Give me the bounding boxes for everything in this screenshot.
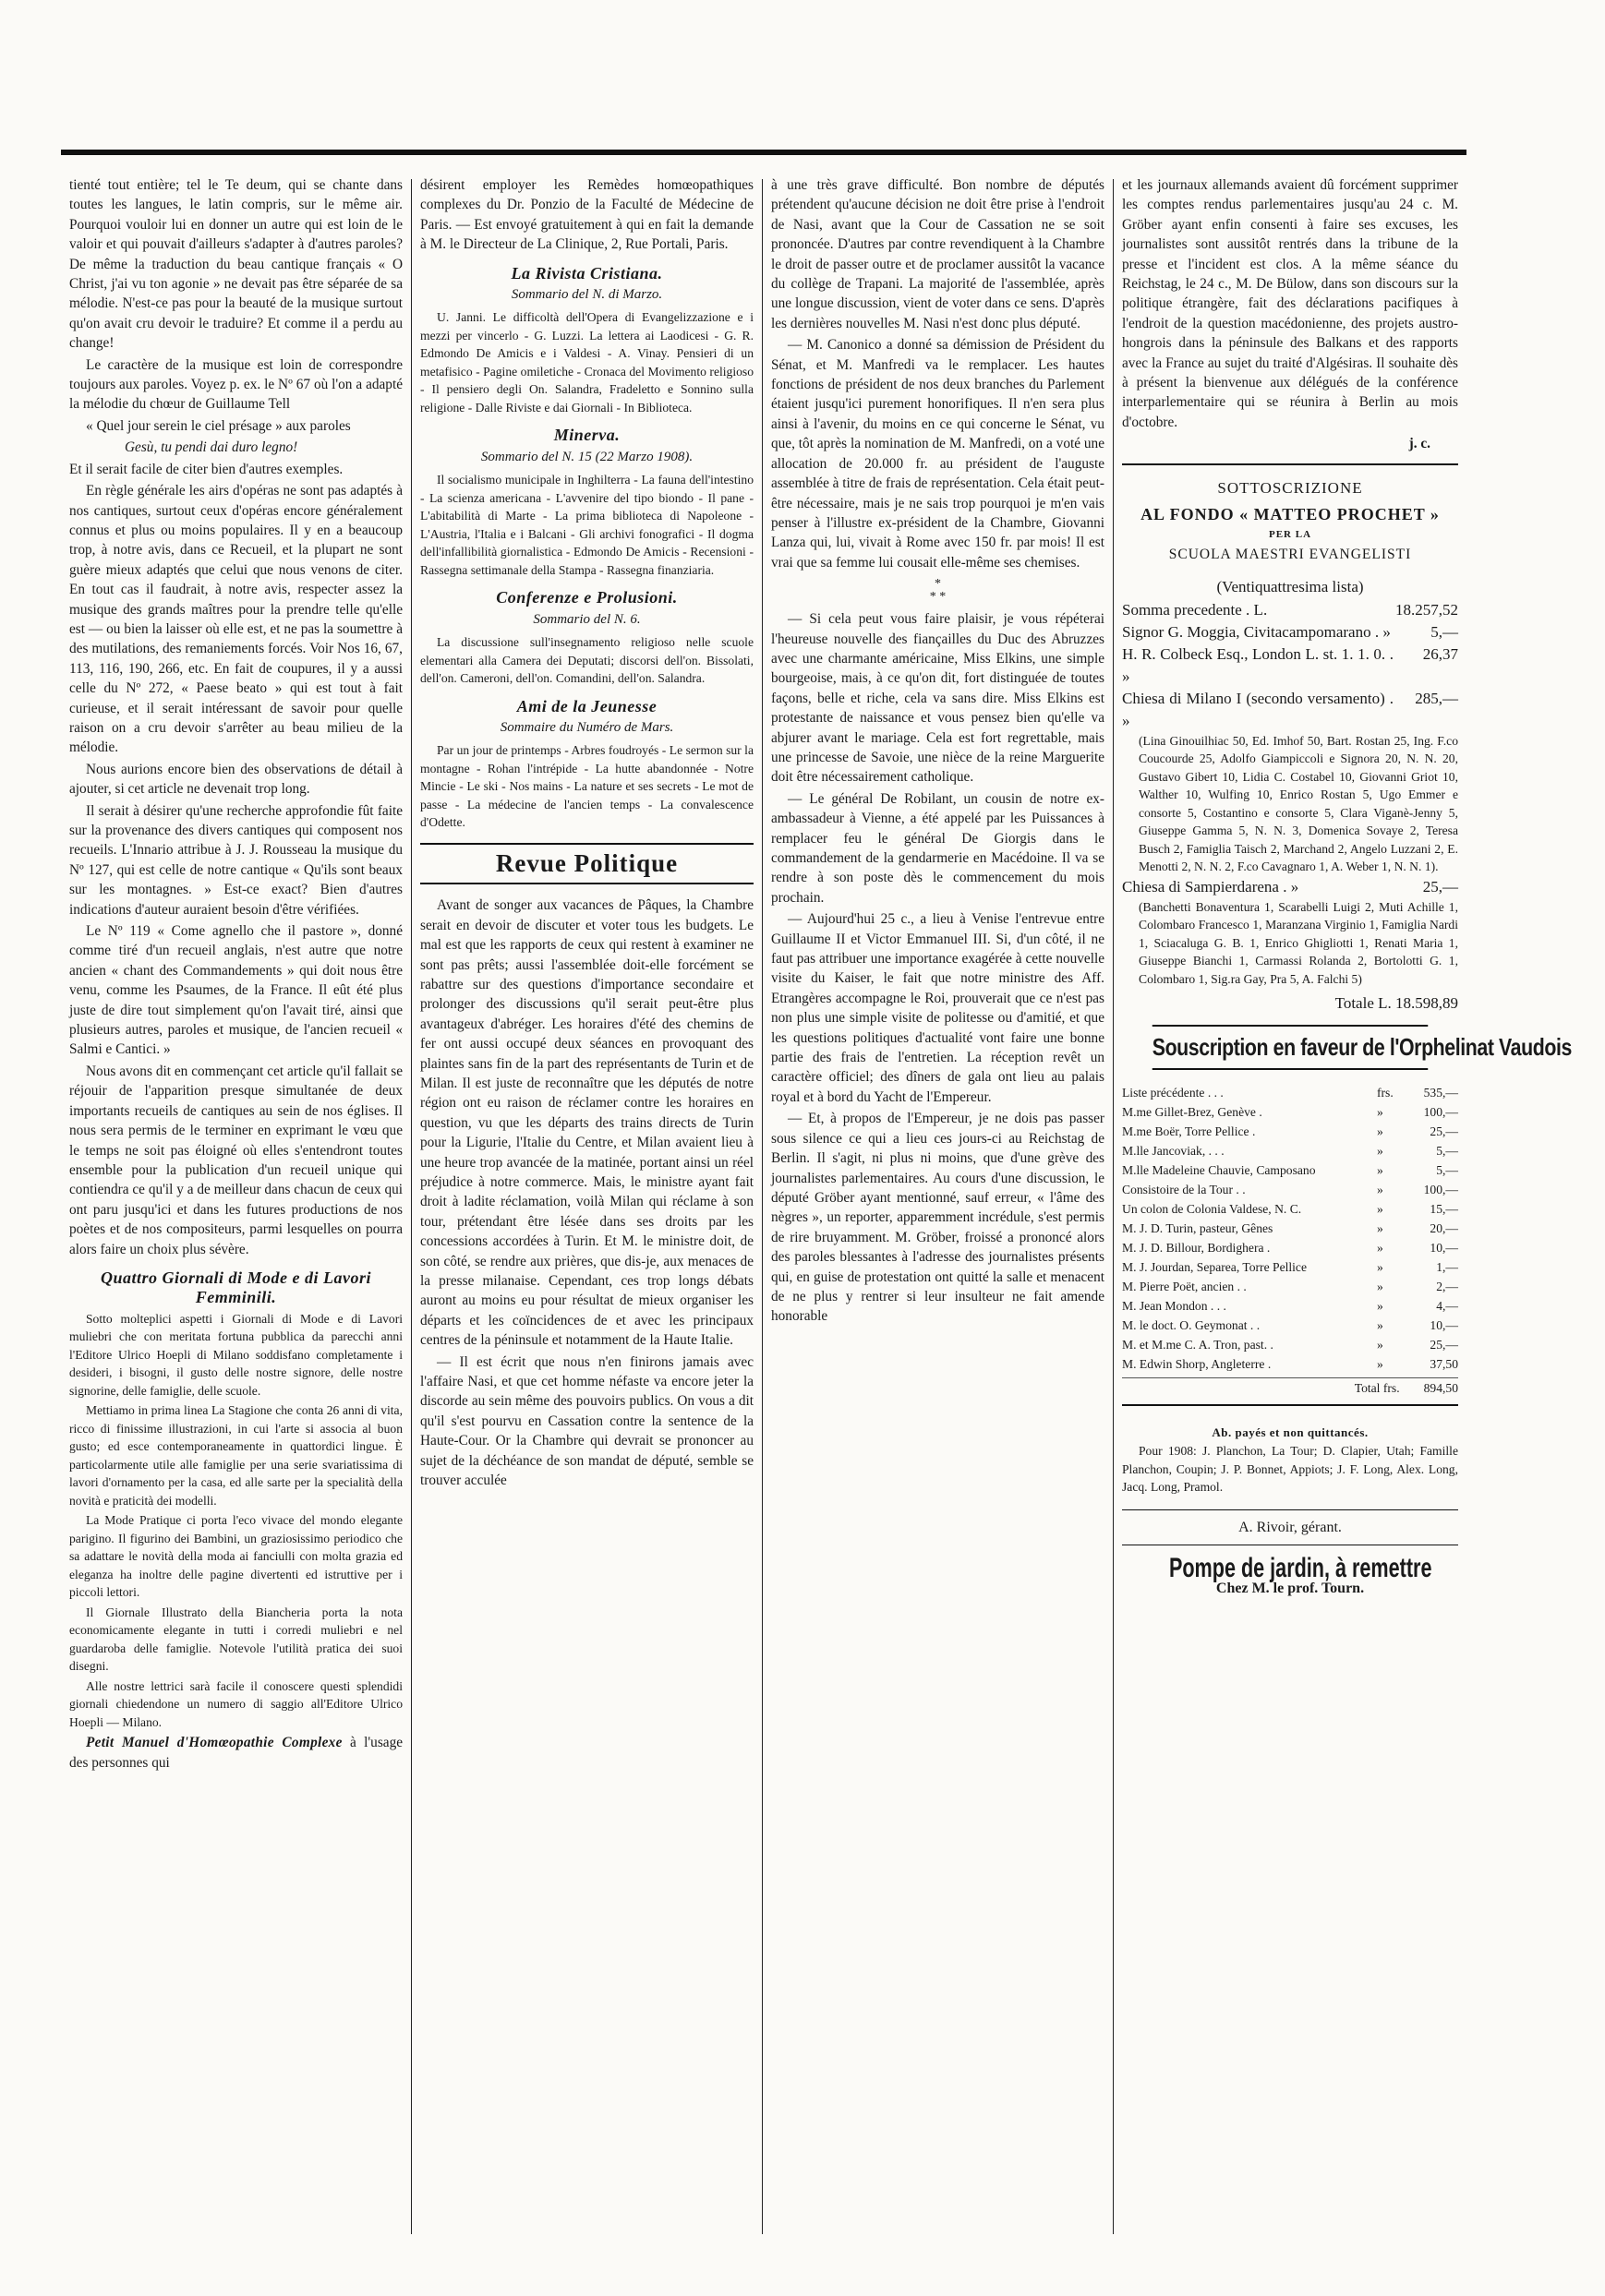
column-3 <box>763 175 1113 2234</box>
subscription-heading: SOTTOSCRIZIONE <box>1217 478 1363 497</box>
orphelinat-unit: » <box>1377 1338 1383 1352</box>
article-paragraph: Il Giornale Illustrato della Biancheria porta la nota economicamente elegante in tutti i corredi muliebri e nel guardaroba delle famiglie. Notevole l'utilità pratica dei suoi disegni. <box>69 1605 403 1674</box>
column-1 <box>61 175 411 2234</box>
article-paragraph: Nous aurions encore bien des observations de détail à ajouter, si cet article ne devenait trop long. <box>69 761 403 798</box>
orphelinat-unit: » <box>1377 1260 1383 1275</box>
orphelinat-unit: » <box>1377 1357 1383 1372</box>
header-rule <box>61 150 1466 155</box>
petit-manuel-text: à l'usage des personnes qui <box>69 1735 404 1771</box>
article-paragraph: — Il est écrit que nous n'en finirons jamais avec l'affaire Nasi, et que cet homme néfaste va encore jeter la discorde au sein même des pouvoirs publics. On vous a dit qu'il s'est pourvu en Cassation contre la sentence de la Haute-Cour. Or la Chambre qui devrait se prononcer au sujet de la déchéance de son mandat de député, semble se trouver acculée <box>420 1353 754 1489</box>
article-paragraph: Le Nº 119 « Come agnello che il pastore », donné comme tiré d'un recueil anglais, n'est autre que notre ancien « chant des Commandements » qui doit nous être venu, comme les Psaumes, de la France. Il eût été plus juste de dire tout simplement qu'on l'avait tiré, ainsi que plusieurs autres, paroles et musique, de l'ancien recueil « Salmi e Cantici. » <box>69 923 403 1058</box>
article-paragraph: — Le général De Robilant, un cousin de notre ex-ambassadeur à Vienne, a été appelé par les Puissances à remplacer feu le général De Giorgis dans le commandement de la gendarmerie en Macédoine. Il va se rendre à son poste dès le commencement du mois prochain. <box>771 790 1104 906</box>
orphelinat-row <box>1122 1219 1458 1238</box>
section-rule <box>1122 1404 1458 1406</box>
subscription-row-value: 18.257,52 <box>1395 600 1458 619</box>
article-paragraph: Nous avons dit en commençant cet article qu'il fallait se réjouir de l'apparition presque simultanée de deux importants recueils de cantiques au sein de nos églises. Il nous sera permis de le terminer en exprimant le vœu que le temps ne soit pas éloigné où elles s'entendront toutes ensemble pour la publication d'un recueil unique qui contiendra ce qu'il y a de meilleur dans chacun de ceux qui ont paru jusqu'ici et dans les futures productions de nos poètes et de nos compositeurs, parmi lesquelles on pourra alors faire un choix plus sévère. <box>69 1063 403 1257</box>
orphelinat-row <box>1122 1199 1458 1219</box>
subscription-row-label: Signor G. Moggia, Civitacampomarano . » <box>1122 622 1391 641</box>
revue-politique-heading: Revue Politique <box>420 843 754 884</box>
orphelinat-donor: M. Jean Mondon . . . <box>1122 1299 1226 1314</box>
orphelinat-amount: 15,— <box>1430 1202 1458 1217</box>
article-paragraph: En règle générale les airs d'opéras ne sont pas adaptés à nos cantiques, surtout ceux d'opéras encore généralement connus et plus ou moins populaires. Il y en a beaucoup trop, à notre avis, dans ce Recueil, et la plupart ne sont guère mieux adaptés que celui que nous venons de citer. En tout cas il faudrait, à notre avis, respecter assez la musique des grands maîtres pour la prendre telle qu'elle est — ou bien la laisser où elle est, et ne pas la soumettre à des mutilations, des remaniements forcés. Voir Nos 16, 67, 113, 116, 190, 266, etc. En fait de coupures, il y a aussi celle du Nº 272, « Paese beato » qui est tout à fait curieuse, et il serait intéressant de savoir pour quelle raison on a cru devoir s'arrêter au beau milieu de la mélodie. <box>69 483 403 756</box>
orphelinat-row <box>1122 1316 1458 1335</box>
orphelinat-list <box>1122 1083 1458 1374</box>
subscription-row <box>1122 876 1458 898</box>
orphelinat-total-label: Total frs. <box>1354 1381 1400 1396</box>
orphelinat-row <box>1122 1335 1458 1354</box>
section-heading: Quattro Giornali di Mode e di Lavori Femminili. <box>100 1268 371 1307</box>
orphelinat-donor: M. J. D. Turin, pasteur, Gênes <box>1122 1221 1273 1236</box>
orphelinat-donor: M.lle Madeleine Chauvie, Camposano <box>1122 1163 1316 1178</box>
article-paragraph: désirent employer les Remèdes homœopathiques complexes du Dr. Ponzio de la Faculté de Médecine de Paris. — Est envoyé gratuitement à qui en fait la demande à M. le Directeur de La Clinique, 2, Rue Portali, Paris. <box>420 177 754 253</box>
article-paragraph: La Mode Pratique ci porta l'eco vivace del mondo elegante parigino. Il figurino dei Bambini, un graziosissimo periodico che sa adattare le novità della moda ai fanciulli con molta grazia ed eleganza ha inoltre delle pagine divertenti ed istruttive per i piccoli lettori. <box>69 1513 403 1600</box>
article-paragraph: à une très grave difficulté. Bon nombre de députés prétendent qu'aucune décision ne doit être prise à l'endroit de Nasi, avant que la Cour de Cassation ne se soit prononcée. D'autres par contre revendiquent à la Chambre le droit de passer outre et de proclamer aussitôt la vacance du collège de Trapani. La majorité de l'assemblée, après une longue discussion, vient de voter dans ce sens. D'après les dernières nouvelles M. Nasi n'est donc plus député. <box>771 177 1104 331</box>
petit-manuel-title: Petit Manuel d'Homœopathie Complexe <box>86 1735 343 1751</box>
abonnements-heading: Ab. payés et non quittancés. <box>1212 1425 1369 1440</box>
orphelinat-amount: 10,— <box>1430 1318 1458 1333</box>
orphelinat-unit: » <box>1377 1144 1383 1159</box>
orphelinat-unit: » <box>1377 1241 1383 1256</box>
orphelinat-amount: 535,— <box>1423 1086 1458 1100</box>
orphelinat-amount: 100,— <box>1423 1183 1458 1197</box>
orphelinat-row <box>1122 1083 1458 1102</box>
orphelinat-row <box>1122 1180 1458 1199</box>
orphelinat-unit: » <box>1377 1221 1383 1236</box>
advert-contact: Chez M. le prof. Tourn. <box>1215 1580 1365 1596</box>
section-heading: Minerva. <box>553 426 621 445</box>
subscription-row <box>1122 643 1458 688</box>
subscription-row-label: Chiesa di Sampierdarena . » <box>1122 877 1299 896</box>
orphelinat-unit: » <box>1377 1183 1383 1197</box>
orphelinat-donor: M.lle Jancoviak, . . . <box>1122 1144 1225 1159</box>
quoted-line: Gesù, tu pendi dai duro legno! <box>125 439 298 456</box>
orphelinat-unit: » <box>1377 1105 1383 1120</box>
orphelinat-unit: » <box>1377 1280 1383 1294</box>
orphelinat-unit: » <box>1377 1163 1383 1178</box>
article-paragraph: Il serait à désirer qu'une recherche approfondie fût faite sur la provenance des divers cantiques qui composent nos recueils. L'Innario attribue à J. J. Rousseau la musique du Nº 127, qui est celle de notre cantique « Qu'ils sont beaux sur les montagnes. » Est-ce exact? Bien d'autres indications d'auteur auraient besoin d'être vérifiées. <box>69 802 403 918</box>
subscription-donor-list: (Lina Ginouilhiac 50, Ed. Imhof 50, Bart. Rostan 25, Ing. F.co Coucourde 25, Adolfo Giampiccoli e Signora 20, N. N. 20, Gustavo Gibert 10, Lidia C. Costabel 10, Giovanni Griot 10, Walther 10, Wulfing 10, Enrico Rostan 5, Ugo Emmer e consorte 5, Costantino e consorte 5, Clara Viganè-Jenny 5, Giuseppe Gamma 5, N. N. 3, Domenica Sovaye 2, Teresa Busch 2, Famiglia Taisch 2, Marchand 2, Angelo Luzzani 2, E. Menotti 2, N. N. 2, F.co Cavagnaro 1, A. Weber 1, N. N. 1). <box>1139 733 1458 874</box>
orphelinat-unit: frs. <box>1377 1086 1394 1100</box>
summary-text: U. Janni. Le difficoltà dell'Opera di Evangelizzazione e i mezzi per vincerlo - G. Luzzi. La lettera ai Laodicesi - G. R. Edmondo De Amicis e i Valdesi - A. Vinay. Pensieri di un metafisico - Pagine omiletiche - Cronaca del Movimento religioso - Il pensiero degli On. Salandra, Fradeletto e Sonnino sulla religione - Dalle Riviste e dai Giornali - In Biblioteca. <box>420 310 754 415</box>
section-subheading: Sommario del N. di Marzo. <box>511 287 663 303</box>
column-4 <box>1114 175 1572 2234</box>
orphelinat-unit: » <box>1377 1124 1383 1139</box>
orphelinat-donor: M. et M.me C. A. Tron, past. . <box>1122 1338 1273 1352</box>
asterism: * * * <box>929 577 947 605</box>
advert-title: Pompe de jardin, à remettre <box>1168 1553 1432 1584</box>
author-signature: j. c. <box>1408 436 1430 452</box>
orphelinat-row <box>1122 1102 1458 1122</box>
summary-text: Il socialismo municipale in Inghilterra - La fauna dell'intestino - La scienza americana - L'avvenire del tipo biondo - Il pane - L'abitabilità di Marte - La prima biblioteca di Napoleone - L'Austria, l'Italia e i Balcani - Gli archivi fonografici - Il dogma dell'infallibilità giornalistica - Edmondo De Amicis - Recensioni - Rassegna settimanale della Stampa - Rassegna finanziaria. <box>420 473 754 577</box>
orphelinat-row <box>1122 1296 1458 1316</box>
orphelinat-donor: M.me Boër, Torre Pellice . <box>1122 1124 1256 1139</box>
orphelinat-amount: 37,50 <box>1430 1357 1458 1372</box>
abonnements-text: Pour 1908: J. Planchon, La Tour; D. Clapier, Utah; Famille Planchon, Coupin; J. P. Bonnet, Appiots; J. F. Long, Alex. Long, Jacq. Long, Pramol. <box>1122 1444 1458 1495</box>
orphelinat-row <box>1122 1238 1458 1257</box>
subscription-row <box>1122 621 1458 643</box>
orphelinat-row <box>1122 1160 1458 1180</box>
subscription-per-label: PER LA <box>1268 528 1312 540</box>
article-paragraph: Avant de songer aux vacances de Pâques, la Chambre serait en devoir de discuter et voter tous les budgets. Le mal est que les rapports de ceux qui restent à examiner ne sont pas prêts; aussi l'assemblée doit-elle forcément se rabattre sur des questions d'importance secondaire et prolonger des discussions qu'il serait peut-être plus avantageux d'abréger. Les horaires d'été des chemins de fer ont aussi occupé deux séances en provoquant des plaintes sans fin de la part des représentants de Turin et de Milan. Il est juste de reconnaître que les députés de notre région ont eu raison de réclamer contre les horaires en question, vu que les départs des trains directs de Turin pour la Ligurie, l'Italie du Centre, et Milan avaient lieu à une heure trop avancée de la matinée, portant ainsi un réel préjudice à notre commerce. Mais, le ministre ayant fait droit à ladite réclamation, voilà Milan qui réclame à son tour, prétendant être lésée dans ses droits par les concessions accordées à Turin. Et M. le ministre doit, de son côté, se rendre aux prières, que dis-je, aux menaces de la presse milanaise. Cependant, ces trop longs débats auront au moins eu pour résultat de mieux organiser les départs et les coïncidences de et avec les principaux centres de la péninsule et notamment de la Haute Italie. <box>420 897 754 1349</box>
orphelinat-amount: 2,— <box>1436 1280 1458 1294</box>
subscription-row-label: Somma precedente . L. <box>1122 600 1268 619</box>
orphelinat-amount: 10,— <box>1430 1241 1458 1256</box>
section-subheading: Sommaire du Numéro de Mars. <box>500 719 674 735</box>
article-paragraph: Sotto molteplici aspetti i Giornali di Mode e di Lavori muliebri che con meritata fortuna pubblica da parecchi anni l'Editore Ulrico Hoepli di Milano soddisfano completamente i desideri, i bisogni, il gusto delle nostre signore, delle nostre signorine, delle famiglie, delle scuole. <box>69 1311 403 1398</box>
article-paragraph: Le caractère de la musique est loin de correspondre toujours aux paroles. Voyez p. ex. le Nº 67 où l'on a adapté la mélodie du chœur de Guillaume Tell <box>69 356 403 413</box>
orphelinat-unit: » <box>1377 1202 1383 1217</box>
orphelinat-row <box>1122 1277 1458 1296</box>
section-subheading: Sommario del N. 6. <box>533 611 641 627</box>
article-paragraph: — Et, à propos de l'Empereur, je ne dois pas passer sous silence ce qui a lieu ces jours-ci au Reichstag de Berlin. Il s'agit, ni plus ni moins, que d'une grève des journalistes parlementaires. Au cours d'une discussion, le député Gröber ayant mentionné, sauf erreur, « l'âme des nègres », un reporter, apparemment incrédule, s'est permis de rire bruyamment. M. Gröber, froissé a prononcé alors des paroles blessantes à l'adresse des journalistes présents qui, en guise de protestation ont quitté la salle et menacent de ne plus y rentrer si leur insulteur ne fait amende honorable <box>771 1111 1104 1325</box>
orphelinat-donor: M. le doct. O. Geymonat . . <box>1122 1318 1261 1333</box>
orphelinat-amount: 25,— <box>1430 1124 1458 1139</box>
orphelinat-unit: » <box>1377 1299 1383 1314</box>
orphelinat-donor: M. Edwin Shorp, Angleterre . <box>1122 1357 1272 1372</box>
article-paragraph: tienté tout entière; tel le Te deum, qui se chante dans toutes les langues, le latin compris, sur le même air. Pourquoi vouloir lui en donner un autre qui est loin de le valoir et qui pouvait d'ailleurs s'adapter à d'autres paroles? De même la traduction du beau cantique français « O Christ, j'ai vu ton agonie » ne devait pas être séparée de sa mélodie. N'est-ce pas pour la beauté de la musique surtout qu'on avait cru devoir le traduire? Et comme il a perdu au change! <box>69 177 403 352</box>
article-paragraph: et les journaux allemands avaient dû forcément supprimer les comptes rendus parlementaires jusqu'au 24 c. M. Gröber ayant enfin consenti à faire ses excuses, les journalistes sont aussitôt rentrés dans la tribune de la presse et l'incident est clos. A la même séance du Reichstag, le 24 c., M. De Bülow, dans son discours sur la politique étrangère, fait des déclarations pacifiques à l'endroit de la question macédonienne, des projets austro-hongrois dans la péninsule des Balkans et des rapports avec la France au sujet du traité d'Algésiras. Il souhaite dès à présent la bienvenue aux délégués de la conférence interparlementaire qui se réunira à Berlin au mois d'octobre. <box>1122 177 1458 430</box>
section-subheading: Sommario del N. 15 (22 Marzo 1908). <box>480 449 694 464</box>
subscription-row-value: 26,37 <box>1422 644 1458 663</box>
orphelinat-donor: M.me Gillet-Brez, Genève . <box>1122 1105 1262 1120</box>
orphelinat-total <box>1122 1377 1458 1399</box>
orphelinat-amount: 4,— <box>1436 1299 1458 1314</box>
section-rule <box>1122 463 1458 465</box>
subscription-row-value: 5,— <box>1430 622 1458 641</box>
subscription-school-title: SCUOLA MAESTRI EVANGELISTI <box>1168 546 1412 562</box>
subscription-row-value: 25,— <box>1422 877 1458 896</box>
article-paragraph: — M. Canonico a donné sa démission de Président du Sénat, et M. Manfredi va le remplacer. Les hautes fonctions de président de nos deux branches du Parlement étaient jusqu'ici purement honorifiques. Il n'en sera plus ainsi à l'avenir, du moins en ce qui concerne le Sénat, vu que, tôt après la nomination de M. Manfredi, on a voté une allocation de 20.000 fr. au président de l'auguste assemblée à titre de frais de représentation. Cela était peut-être nécessaire, mais je ne sais trop pourquoi je m'en vais penser à l'illustre ex-président de la Chambre, Giovanni Lanza qui, lui, vivait à Rome avec 150 fr. par mois! Il est vrai que sa femme lui cousait elle-même ses chemises. <box>771 337 1105 571</box>
subscription-row <box>1122 599 1458 621</box>
orphelinat-heading: Souscription en faveur de l'Orphelinat Vaudois <box>1152 1025 1428 1070</box>
subscription-row <box>1122 688 1458 732</box>
orphelinat-amount: 20,— <box>1430 1221 1458 1236</box>
article-paragraph: Mettiamo in prima linea La Stagione che conta 26 anni di vita, ricco di finissime illustrazioni, in cui l'arte si associa al buon gusto; ed esce contemporaneamente in quattordici lingue. È particolarmente utile alle famiglie per una serie svariatissima di lavori d'ornamento per la casa, ed alle sarte per la specialità della novità e praticità dei modelli. <box>69 1403 403 1508</box>
orphelinat-donor: M. Pierre Poët, ancien . . <box>1122 1280 1247 1294</box>
summary-text: Par un jour de printemps - Arbres foudroyés - Le sermon sur la montagne - Rohan l'intrépide - La hutte abandonnée - Notre Mincie - Le ski - Nos mains - La nature et ses secrets - Le mot de passe - La médecine de l'ancien temps - La convalescence d'Odette. <box>420 743 754 830</box>
article-paragraph: — Si cela peut vous faire plaisir, je vous répéterai l'heureuse nouvelle des fiançailles du Duc des Abruzzes avec une charmante américaine, Miss Elkins, une simple bourgeoise, mais, à ce qu'on dit, fort distinguée de toutes façons, belle et riche, cela va sans dire. Miss Elkins est protestante de naissance et vous pensez bien qu'elle va abjurer avant le mariage. Cela est fort regrettable, mais une princesse de Savoie, une nièce de la reine Marguerite doit être nécessairement catholique. <box>771 611 1104 786</box>
orphelinat-amount: 25,— <box>1430 1338 1458 1352</box>
gerant-line: A. Rivoir, gérant. <box>1122 1509 1458 1545</box>
subscription-total: Totale L. 18.598,89 <box>1334 994 1458 1013</box>
article-paragraph: « Quel jour serein le ciel présage » aux paroles <box>86 417 351 434</box>
summary-text: La discussione sull'insegnamento religioso nelle scuole elementari alla Camera dei Deputati; discorsi dell'on. Bissolati, dell'on. Cameroni, dell'on. Comandini, dell'on. Salandra. <box>420 635 754 686</box>
orphelinat-amount: 5,— <box>1436 1163 1458 1178</box>
orphelinat-donor: M. J. Jourdan, Separea, Torre Pellice <box>1122 1260 1308 1275</box>
column-2 <box>412 175 762 2234</box>
orphelinat-amount: 1,— <box>1436 1260 1458 1275</box>
article-paragraph: — Aujourd'hui 25 c., a lieu à Venise l'entrevue entre Guillaume II et Victor Emmanuel III. Si, d'un côté, il ne faut pas attribuer une importance exagérée à cette nouvelle visite du Kaiser, le fait que notre ministre des Aff. Etrangères accompagne le Roi, prouverait que ce n'est pas non plus une simple visite de politesse ou d'amitié, et que les questions politiques d'actualité vont faire une bonne partie des frais de l'entretien. La réception revêt un caractère officiel; des dîners de gala ont lieu au palais royal et à bord du Yacht de l'Empereur. <box>771 911 1104 1105</box>
article-paragraph: Et il serait facile de citer bien d'autres exemples. <box>69 461 344 477</box>
subscription-donor-list: (Banchetti Bonaventura 1, Scarabelli Luigi 2, Muti Achille 1, Colombaro Francesco 1, Maranzana Virginio 1, Famiglia Nardi 1, Sciacaluga G. B. 1, Enrico Ghigliotti 1, Renati Maria 1, Giuseppe Bianchi 1, Carmassi Rolanda 2, Bortolotti G. 1, Colombaro 1, Sig.ra Gay, Pra 5, A. Falchi 5) <box>1139 899 1458 986</box>
orphelinat-total-value: 894,50 <box>1423 1381 1458 1396</box>
orphelinat-row <box>1122 1141 1458 1160</box>
section-heading: Ami de la Jeunesse <box>516 696 658 715</box>
orphelinat-row <box>1122 1257 1458 1277</box>
orphelinat-unit: » <box>1377 1318 1383 1333</box>
orphelinat-row <box>1122 1354 1458 1374</box>
subscription-list-number: (Ventiquattresima lista) <box>1216 578 1364 596</box>
section-heading: La Rivista Cristiana. <box>511 263 663 282</box>
subscription-row-value: 285,— <box>1415 689 1458 707</box>
newspaper-page <box>61 175 1572 2234</box>
subscription-row-label: H. R. Colbeck Esq., London L. st. 1. 1. 0. . » <box>1122 644 1394 685</box>
orphelinat-donor: Liste précédente . . . <box>1122 1086 1224 1100</box>
subscription-row-label: Chiesa di Milano I (secondo versamento) . » <box>1122 689 1394 729</box>
section-heading: Conferenze e Prolusioni. <box>496 588 678 607</box>
article-paragraph: Alle nostre lettrici sarà facile il conoscere questi splendidi giornali chiedendone un numero di saggio all'Editore Ulrico Hoepli — Milano. <box>69 1678 403 1729</box>
article-paragraph <box>69 1733 403 1773</box>
orphelinat-donor: M. J. D. Billour, Bordighera . <box>1122 1241 1271 1256</box>
orphelinat-amount: 5,— <box>1436 1144 1458 1159</box>
orphelinat-donor: Consistoire de la Tour . . <box>1122 1183 1246 1197</box>
orphelinat-row <box>1122 1122 1458 1141</box>
orphelinat-amount: 100,— <box>1423 1105 1458 1120</box>
subscription-fund-title: AL FONDO « MATTEO PROCHET » <box>1140 505 1440 524</box>
orphelinat-donor: Un colon de Colonia Valdese, N. C. <box>1122 1202 1302 1217</box>
